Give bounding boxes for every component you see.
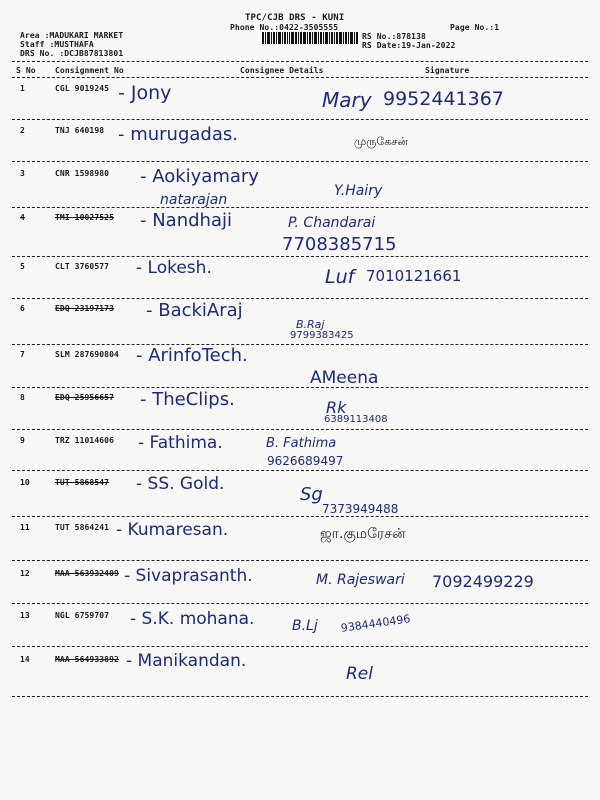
staff-label: Staff :MUSTHAFA: [20, 40, 94, 49]
row-sno: 11: [20, 523, 30, 532]
page-number: Page No.:1: [450, 23, 500, 32]
row-signature: M. Rajeswari: [316, 572, 405, 588]
barcode-image: [262, 32, 358, 44]
row-signature: Mary: [322, 88, 372, 112]
row-consignment: EDQ 25956657: [55, 393, 114, 402]
row-consignment: SLM 287690804: [55, 350, 119, 359]
row-divider: [12, 161, 588, 162]
row-consignee-note: natarajan: [160, 192, 228, 208]
row-signature: Rk: [326, 398, 347, 417]
row-consignment: CNR 1598980: [55, 169, 110, 178]
row-consignment: TNJ 640198: [55, 126, 105, 135]
row-phone: 7092499229: [432, 572, 534, 591]
rs-date: RS Date:19-Jan-2022: [362, 41, 456, 50]
row-sno: 1: [20, 84, 25, 93]
row-consignee-name: - Aokiyamary: [140, 166, 259, 187]
sheet-title: TPC/CJB DRS - KUNI: [245, 13, 345, 23]
row-consignment: TUT 5868547: [55, 478, 110, 487]
row-consignee-name: - Manikandan.: [126, 651, 247, 671]
row-consignment: MAA 564933892: [55, 655, 119, 664]
row-divider: [12, 560, 588, 561]
row-consignment: CLT 3760577: [55, 262, 110, 271]
row-signature: ஜா.குமரேசன்: [320, 526, 406, 542]
row-signature: B. Fathima: [266, 436, 337, 451]
row-sno: 4: [20, 213, 25, 222]
row-divider: [12, 387, 588, 388]
row-consignment: MAA 563932409: [55, 569, 119, 578]
row-consignment: TUT 5864241: [55, 523, 110, 532]
row-signature: Luf: [325, 266, 355, 288]
row-divider: [12, 470, 588, 471]
row-phone: 9952441367: [383, 88, 504, 110]
row-divider: [12, 429, 588, 430]
row-divider: [12, 119, 588, 120]
row-divider: [12, 207, 588, 208]
row-phone: 9384440496: [340, 612, 412, 635]
row-consignee-name: - BackiAraj: [146, 300, 243, 321]
drs-number: DRS No. :DCJB87813801: [20, 49, 124, 58]
row-consignee-name: - Kumaresan.: [116, 520, 229, 540]
row-sno: 2: [20, 126, 25, 135]
row-divider: [12, 603, 588, 604]
row-divider: [12, 696, 588, 697]
row-consignee-name: - Fathima.: [138, 433, 223, 453]
col-consignment: Consignment No: [55, 66, 124, 75]
row-sno: 9: [20, 436, 25, 445]
row-phone: 7373949488: [322, 502, 399, 516]
row-consignee-name: - SS. Gold.: [136, 474, 225, 494]
row-sno: 5: [20, 262, 25, 271]
row-sno: 3: [20, 169, 25, 178]
row-consignee-name: - murugadas.: [118, 124, 238, 145]
row-divider: [12, 516, 588, 517]
row-phone: 6389113408: [324, 414, 388, 425]
col-consignee: Consignee Details: [240, 66, 324, 75]
row-sno: 7: [20, 350, 25, 359]
row-sno: 10: [20, 478, 30, 487]
row-phone: 9799383425: [290, 330, 354, 341]
row-consignment: NGL 6759707: [55, 611, 110, 620]
row-consignee-name: - TheClips.: [140, 389, 235, 410]
row-divider: [12, 646, 588, 647]
row-consignment: CGL 9019245: [55, 84, 110, 93]
row-consignment: TRZ 11014606: [55, 436, 114, 445]
row-phone: 7708385715: [282, 234, 397, 255]
row-consignee-name: - Jony: [118, 82, 172, 104]
row-sno: 14: [20, 655, 30, 664]
row-consignment: EDQ 23197173: [55, 304, 114, 313]
col-signature: Signature: [425, 66, 470, 75]
row-consignee-name: - Lokesh.: [136, 258, 212, 278]
row-divider: [12, 298, 588, 299]
row-consignee-name: - Nandhaji: [140, 210, 232, 231]
row-sno: 12: [20, 569, 30, 578]
row-divider: [12, 256, 588, 257]
row-signature: முருகேசன்: [354, 135, 409, 148]
row-signature: B.Lj: [292, 618, 318, 634]
row-sno: 6: [20, 304, 25, 313]
row-signature: P. Chandarai: [288, 215, 376, 231]
rs-number: RS No.:878138: [362, 32, 426, 41]
phone-number: Phone No.:0422-3505555: [230, 23, 339, 32]
row-sno: 8: [20, 393, 25, 402]
row-divider: [12, 344, 588, 345]
row-signature: AMeena: [310, 368, 379, 388]
row-sno: 13: [20, 611, 30, 620]
row-consignee-name: - S.K. mohana.: [130, 609, 255, 629]
row-signature: Rel: [346, 664, 373, 684]
row-consignee-name: - ArinfoTech.: [136, 345, 248, 366]
row-phone: 9626689497: [267, 454, 344, 468]
row-signature: Y.Hairy: [334, 183, 383, 199]
row-signature: Sg: [300, 484, 323, 505]
header-rule-bottom: [12, 77, 588, 78]
row-consignee-name: - Sivaprasanth.: [124, 566, 253, 586]
row-signature: B.Raj: [296, 318, 325, 331]
col-sno: S No: [16, 66, 36, 75]
row-phone: 7010121661: [366, 267, 462, 285]
area-label: Area :MADUKARI MARKET: [20, 31, 124, 40]
row-consignment: TMI 10027525: [55, 213, 114, 222]
header-rule-top: [12, 61, 588, 62]
